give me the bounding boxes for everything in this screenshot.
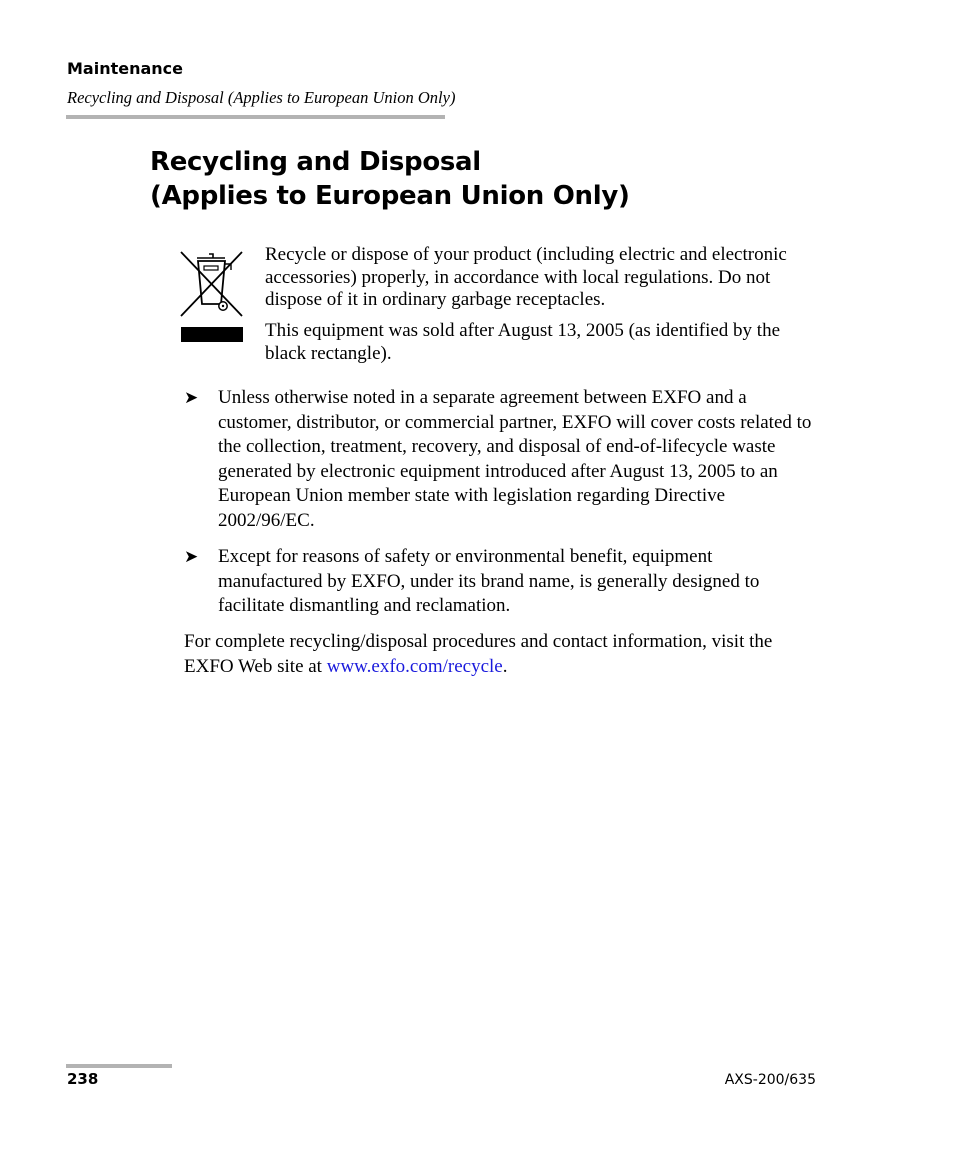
closing-text: For complete recycling/disposal procedures and contact information, visit the EXFO Web site at [184,631,773,677]
intro-paragraph-recycle: Recycle or dispose of your product (including electric and electronic accessories) properly, in accordance with local regulations. Do not dispose of it in ordinary garbage receptacles. [265,244,787,310]
running-header-subtitle: Recycling and Disposal (Applies to European Union Only) [67,88,456,107]
page-title [150,145,630,213]
page-title-line-1: Recycling and Disposal [150,147,481,177]
bullet-text-cost-coverage: Unless otherwise noted in a separate agreement between EXFO and a customer, distributor, or commercial partner, EXFO will cover costs related to the collection, treatment, recovery, and disposal of end-of-lifecycle waste generated by electronic equipment introduced after August 13, 2005 to an European Union member state with legislation regarding Directive 2002/96/EC. [218,387,812,531]
bullet-arrow-icon: ➤ [184,547,199,567]
weee-symbol [179,250,245,344]
document-id: AXS-200/635 [724,1072,816,1088]
bullet-text-design-for-dismantling: Except for reasons of safety or environmental benefit, equipment manufactured by EXFO, under its brand name, is generally designed to facilitate dismantling and reclamation. [218,546,760,616]
closing-period: . [502,655,508,677]
crossed-out-wheelie-bin-icon [179,250,245,344]
footer-divider [66,1064,172,1068]
page-number: 238 [67,1070,99,1088]
recycle-link[interactable]: www.exfo.com/recycle [326,655,503,677]
header-divider [66,115,445,119]
running-header-section: Maintenance [67,59,184,78]
closing-paragraph [184,630,824,679]
page-title-line-2: (Applies to European Union Only) [150,181,630,211]
intro-paragraph-sold-date: This equipment was sold after August 13, 2005 (as identified by the black rectangle). [265,320,781,364]
bullet-arrow-icon: ➤ [184,388,199,408]
